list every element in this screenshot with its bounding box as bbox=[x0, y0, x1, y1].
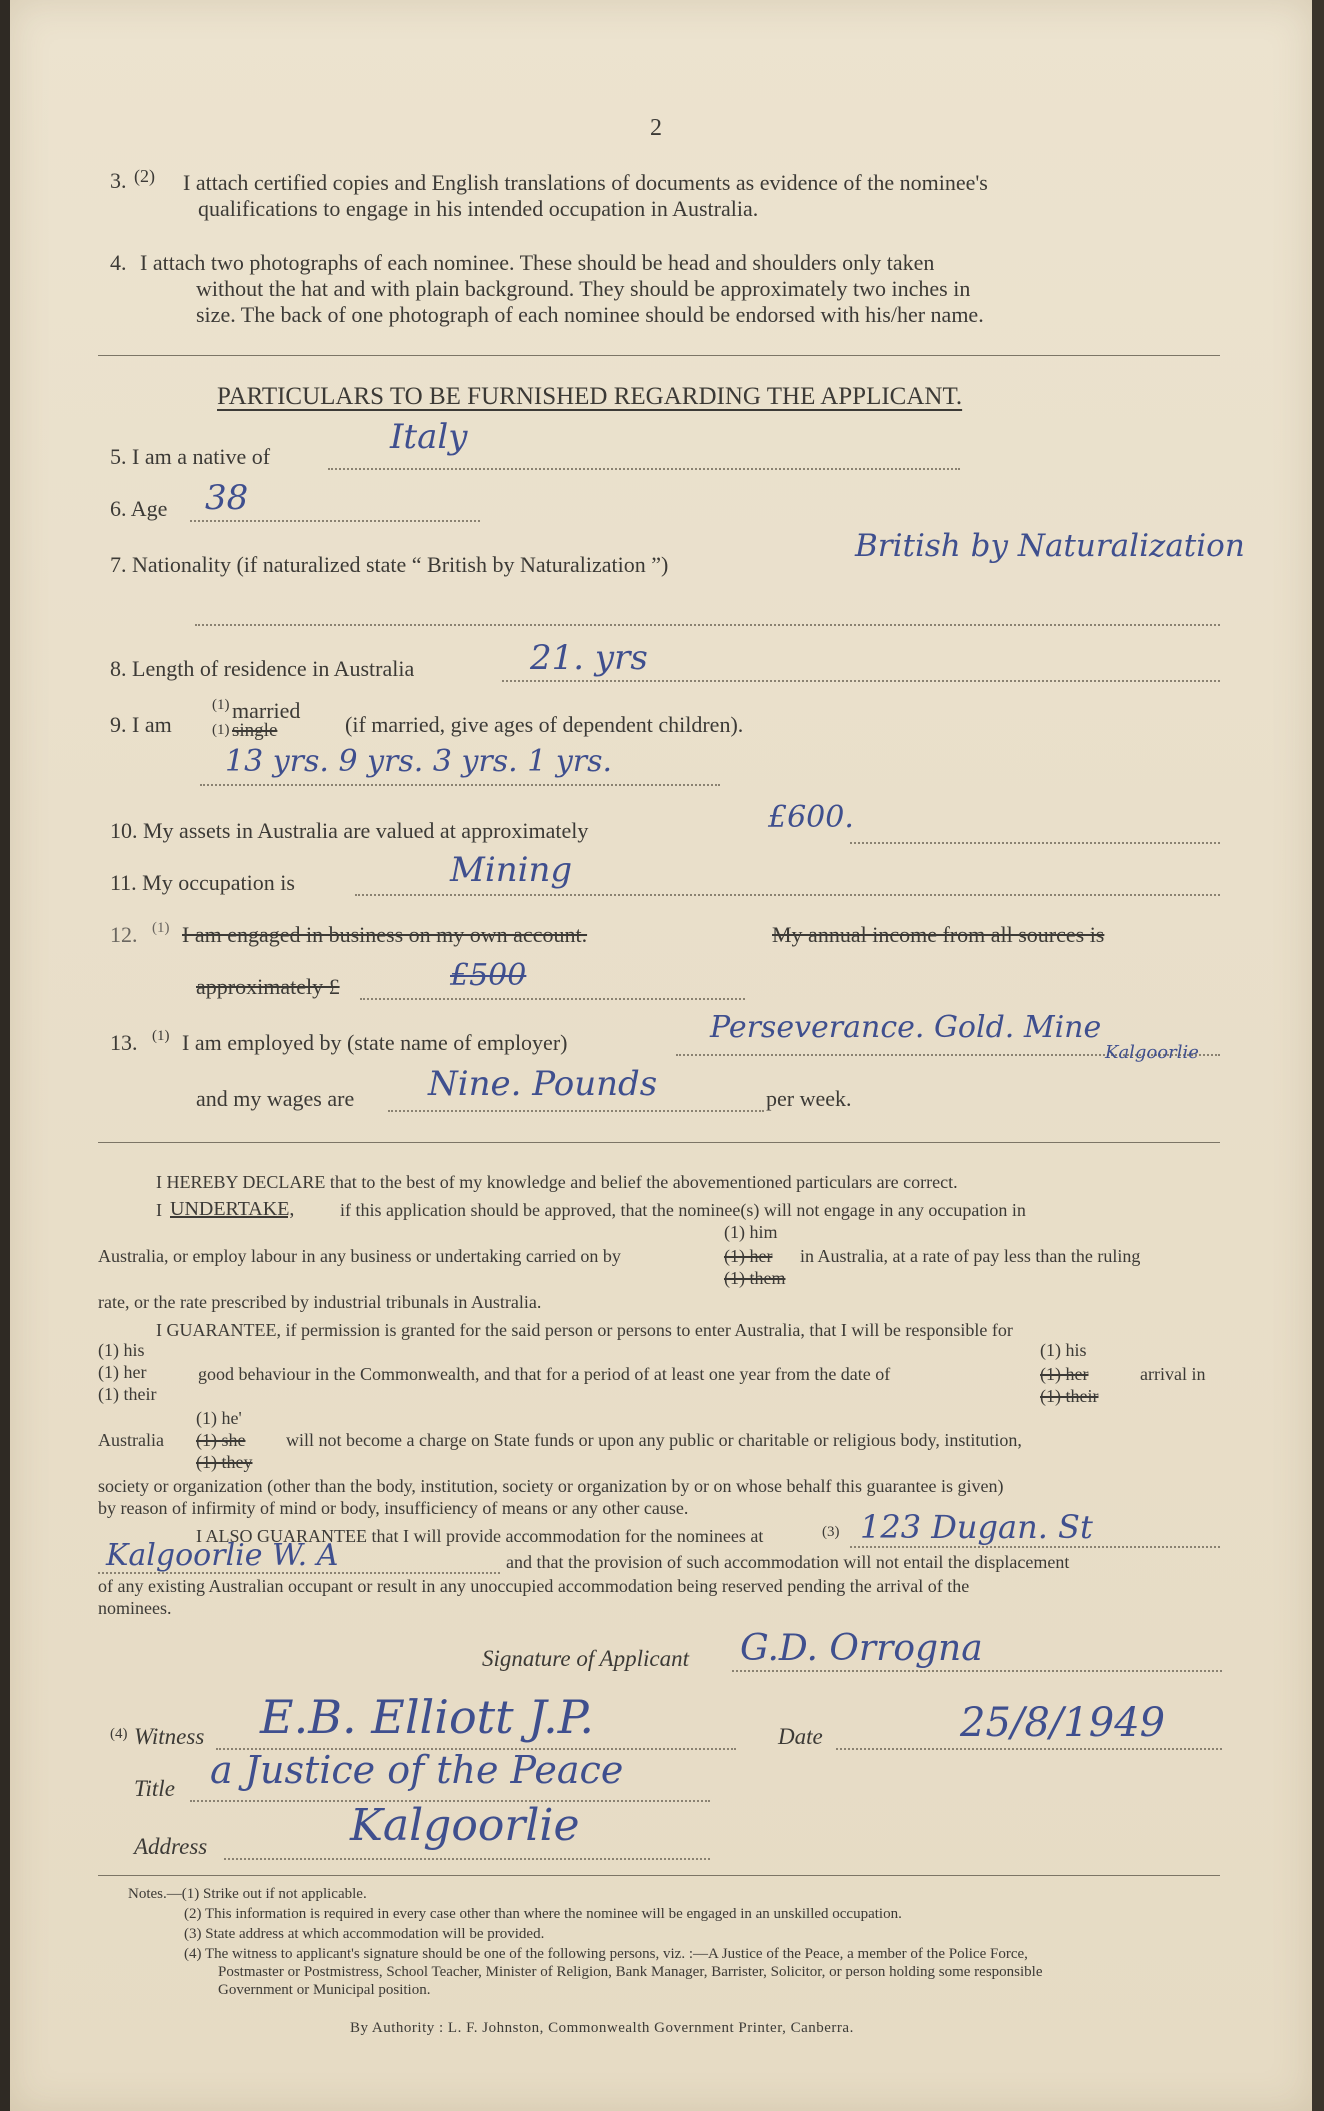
guarantee-line5: by reason of infirmity of mind or body, insufficiency of means or any other cause. bbox=[98, 1498, 689, 1518]
divider bbox=[98, 355, 1220, 356]
scan-edge-right bbox=[1312, 0, 1324, 2111]
age-label: 6. Age bbox=[110, 496, 168, 521]
accommodation-address-2[interactable]: Kalgoorlie W. A bbox=[106, 1538, 339, 1573]
item3-line1: I attach certified copies and English translations of documents as evidence of the nominee's bbox=[183, 170, 988, 195]
also-line4: nominees. bbox=[98, 1598, 172, 1618]
item4-line2: without the hat and with plain background. They should be approximately two inches in bbox=[196, 276, 971, 301]
address-line1 bbox=[850, 1546, 1220, 1548]
business-note: (1) bbox=[152, 920, 170, 936]
marital-single: single bbox=[232, 720, 278, 741]
age-line bbox=[190, 520, 480, 522]
address-label: Address bbox=[134, 1834, 208, 1859]
witness-label: Witness bbox=[134, 1724, 205, 1749]
marital-note2: (1) bbox=[212, 722, 230, 738]
item3-number: 3. bbox=[110, 168, 127, 193]
also-rest: and that the provision of such accommodation will not entail the displacement bbox=[506, 1552, 1070, 1572]
employer-value2[interactable]: Kalgoorlie bbox=[1105, 1042, 1199, 1063]
undertake-him: (1) him bbox=[724, 1222, 778, 1242]
guarantee-their-right: (1) their bbox=[1040, 1386, 1099, 1406]
guarantee-her-right: (1) her bbox=[1040, 1364, 1089, 1384]
date-value[interactable]: 25/8/1949 bbox=[960, 1700, 1166, 1746]
business-line1a: I am engaged in business on my own account. bbox=[182, 922, 588, 947]
footer-authority: By Authority : L. F. Johnston, Commonwealth Government Printer, Canberra. bbox=[350, 2020, 854, 2036]
residence-label: 8. Length of residence in Australia bbox=[110, 656, 415, 681]
assets-label: 10. My assets in Australia are valued at approximately bbox=[110, 818, 589, 843]
occupation-label: 11. My occupation is bbox=[110, 870, 295, 895]
nationality-value[interactable]: British by Naturalization bbox=[855, 528, 1245, 564]
note-1: Notes.—(1) Strike out if not applicable. bbox=[128, 1886, 367, 1902]
also-prefix: I ALSO GUARANTEE that I will provide accommodation for the nominees at bbox=[196, 1526, 764, 1546]
witness-signature[interactable]: E.B. Elliott J.P. bbox=[260, 1690, 594, 1744]
witness-address[interactable]: Kalgoorlie bbox=[350, 1800, 580, 1851]
marital-note1: (1) bbox=[212, 697, 230, 713]
wages-suffix: per week. bbox=[766, 1086, 852, 1111]
guarantee-line2: good behaviour in the Commonwealth, and that for a period of at least one year from the date of bbox=[198, 1364, 891, 1384]
guarantee-line1: I GUARANTEE, if permission is granted for the said person or persons to enter Australia, that I will be responsible for bbox=[156, 1320, 1013, 1340]
undertake-word: UNDERTAKE, bbox=[170, 1198, 295, 1220]
undertake-them: (1) them bbox=[724, 1268, 786, 1288]
date-label: Date bbox=[778, 1724, 823, 1749]
guarantee-his-right: (1) his bbox=[1040, 1340, 1087, 1360]
date-line bbox=[836, 1748, 1222, 1750]
scan-edge-left bbox=[0, 0, 10, 2111]
witness-address-line bbox=[224, 1858, 710, 1860]
note-4b: Postmaster or Postmistress, School Teacher, Minister of Religion, Bank Manager, Barrister, Solicitor, or person holding some responsible bbox=[218, 1964, 1043, 1980]
note-4c: Government or Municipal position. bbox=[218, 1982, 431, 1998]
business-value[interactable]: £500 bbox=[450, 958, 527, 993]
item4-line1: I attach two photographs of each nominee. These should be head and shoulders only taken bbox=[140, 250, 935, 275]
undertake-her: (1) her bbox=[724, 1246, 773, 1266]
item3-line2: qualifications to engage in his intended occupation in Australia. bbox=[198, 196, 759, 221]
assets-value[interactable]: £600. bbox=[768, 800, 854, 835]
section-title: PARTICULARS TO BE FURNISHED REGARDING THE APPLICANT. bbox=[217, 383, 963, 410]
form-page bbox=[10, 0, 1312, 2111]
nationality-label: 7. Nationality (if naturalized state “ British by Naturalization ”) bbox=[110, 552, 669, 577]
employer-label: I am employed by (state name of employer) bbox=[182, 1030, 568, 1055]
divider bbox=[98, 1142, 1220, 1143]
page-number: 2 bbox=[650, 115, 662, 141]
business-line1b: My annual income from all sources is bbox=[772, 922, 1105, 947]
guarantee-australia: Australia bbox=[98, 1430, 164, 1450]
children-line bbox=[200, 784, 720, 786]
children-ages[interactable]: 13 yrs. 9 yrs. 3 yrs. 1 yrs. bbox=[225, 744, 613, 779]
employer-value[interactable]: Perseverance. Gold. Mine bbox=[710, 1010, 1102, 1045]
guarantee-he: (1) he' bbox=[196, 1408, 242, 1428]
assets-line bbox=[850, 842, 1220, 844]
nationality-line2 bbox=[195, 624, 1220, 626]
undertake-line2b: in Australia, at a rate of pay less than the ruling bbox=[800, 1246, 1141, 1266]
guarantee-they: (1) they bbox=[196, 1452, 253, 1472]
wages-value[interactable]: Nine. Pounds bbox=[428, 1064, 658, 1104]
guarantee-line4: society or organization (other than the body, institution, society or organization by or on whose behalf this guarantee is given) bbox=[98, 1476, 1004, 1496]
undertake-line2a: Australia, or employ labour in any business or undertaking carried on by bbox=[98, 1246, 621, 1266]
declare-text: I HEREBY DECLARE that to the best of my knowledge and belief the abovementioned particulars are correct. bbox=[156, 1172, 958, 1192]
also-line3: of any existing Australian occupant or result in any unoccupied accommodation being reserved pending the arrival of the bbox=[98, 1576, 970, 1596]
native-label: 5. I am a native of bbox=[110, 444, 271, 469]
marital-suffix: (if married, give ages of dependent children). bbox=[345, 712, 744, 737]
occupation-value[interactable]: Mining bbox=[450, 850, 573, 890]
item4-line3: size. The back of one photograph of each nominee should be endorsed with his/her name. bbox=[196, 302, 984, 327]
accommodation-address-1[interactable]: 123 Dugan. St bbox=[860, 1508, 1093, 1546]
native-line bbox=[328, 468, 960, 470]
note-3: (3) State address at which accommodation will be provided. bbox=[184, 1926, 545, 1942]
residence-line bbox=[502, 680, 1220, 682]
business-number: 12. bbox=[110, 922, 138, 947]
business-line bbox=[360, 998, 745, 1000]
occupation-line bbox=[355, 894, 1220, 896]
native-value[interactable]: Italy bbox=[390, 417, 468, 457]
wages-line bbox=[388, 1110, 764, 1112]
note-2: (2) This information is required in every case other than where the nominee will be engaged in an unskilled occupation. bbox=[184, 1906, 902, 1922]
guarantee-her-left: (1) her bbox=[98, 1362, 147, 1382]
item3-note: (2) bbox=[134, 166, 155, 186]
witness-note: (4) bbox=[110, 1726, 128, 1742]
marital-prefix: 9. I am bbox=[110, 712, 172, 737]
undertake-rest: if this application should be approved, that the nominee(s) will not engage in any occupation in bbox=[340, 1200, 1026, 1220]
wages-label: and my wages are bbox=[196, 1086, 355, 1111]
guarantee-their-left: (1) their bbox=[98, 1384, 157, 1404]
applicant-signature[interactable]: G.D. Orrogna bbox=[740, 1628, 983, 1669]
residence-value[interactable]: 21. yrs bbox=[530, 638, 648, 678]
employer-note: (1) bbox=[152, 1028, 170, 1044]
undertake-i: I bbox=[156, 1200, 162, 1220]
guarantee-his-left: (1) his bbox=[98, 1340, 145, 1360]
guarantee-line3: will not become a charge on State funds or upon any public or charitable or religious body, institution, bbox=[286, 1430, 1022, 1450]
employer-number: 13. bbox=[110, 1030, 138, 1055]
witness-title[interactable]: a Justice of the Peace bbox=[210, 1748, 624, 1792]
item4-number: 4. bbox=[110, 250, 127, 275]
note-4a: (4) The witness to applicant's signature should be one of the following persons, viz. :—A Justice of the Peace, a member of the Police Force, bbox=[184, 1946, 1028, 1962]
signature-label: Signature of Applicant bbox=[482, 1646, 689, 1671]
also-note: (3) bbox=[822, 1524, 840, 1540]
guarantee-arrival: arrival in bbox=[1140, 1364, 1206, 1384]
divider bbox=[98, 1875, 1220, 1876]
signature-line bbox=[732, 1670, 1222, 1672]
age-value[interactable]: 38 bbox=[205, 478, 249, 518]
marital-married: married bbox=[232, 698, 301, 723]
title-label: Title bbox=[134, 1776, 175, 1801]
guarantee-she: (1) she bbox=[196, 1430, 246, 1450]
business-line2: approximately £ bbox=[196, 974, 340, 999]
undertake-line3: rate, or the rate prescribed by industrial tribunals in Australia. bbox=[98, 1292, 542, 1312]
